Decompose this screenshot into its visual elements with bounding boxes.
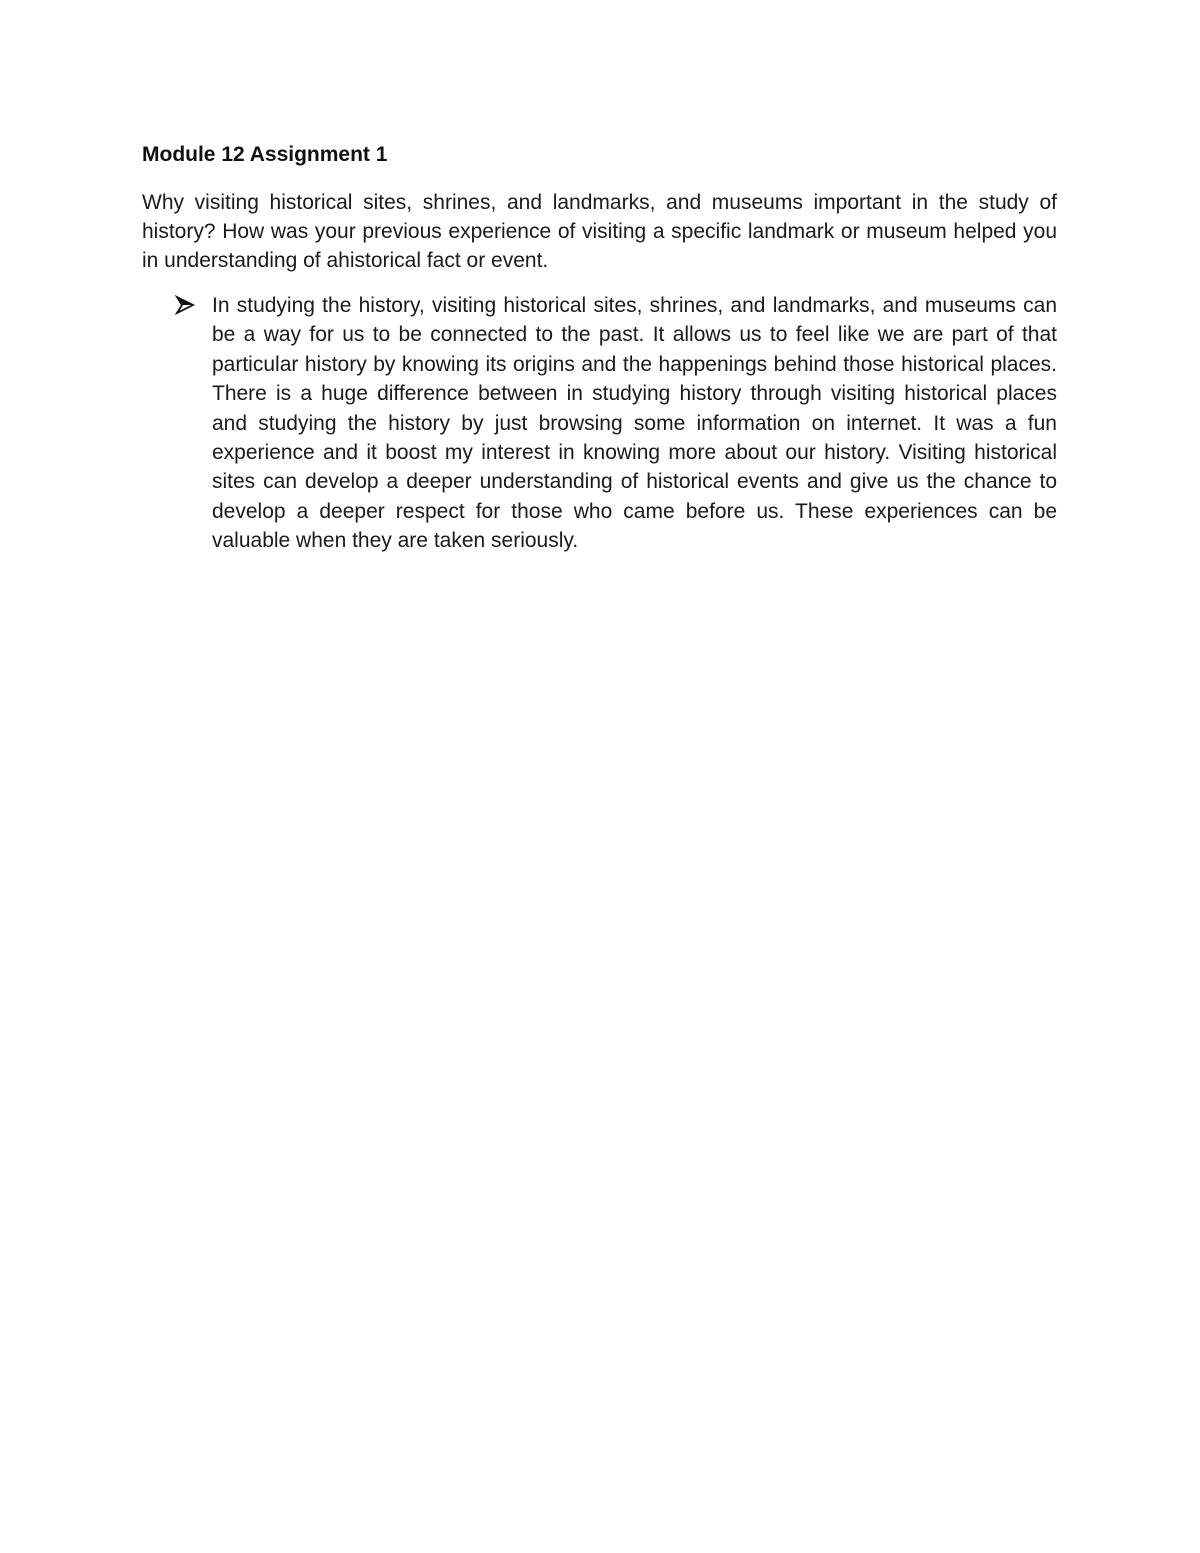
document-title: Module 12 Assignment 1 bbox=[142, 143, 388, 166]
document-body bbox=[142, 140, 1057, 556]
assignment-question: Why visiting historical sites, shrines, and landmarks, and museums important in the study of history? How was your previous experience of visiting a specific landmark or museum helped you in understanding of ahistorical fact or event. bbox=[142, 191, 1057, 272]
answer-list-item bbox=[142, 291, 1057, 556]
arrow-bullet-icon bbox=[175, 295, 195, 315]
answer-text: In studying the history, visiting historical sites, shrines, and landmarks, and museums can be a way for us to be connected to the past. It allows us to feel like we are part of that particular history by knowing its origins and the happenings behind those historical places. There is a huge difference between in studying history through visiting historical places and studying the history by just browsing some information on internet. It was a fun experience and it boost my interest in knowing more about our history. Visiting historical sites can develop a deeper understanding of historical events and give us the chance to develop a deeper respect for those who came before us. These experiences can be valuable when they are taken seriously. bbox=[212, 294, 1057, 553]
